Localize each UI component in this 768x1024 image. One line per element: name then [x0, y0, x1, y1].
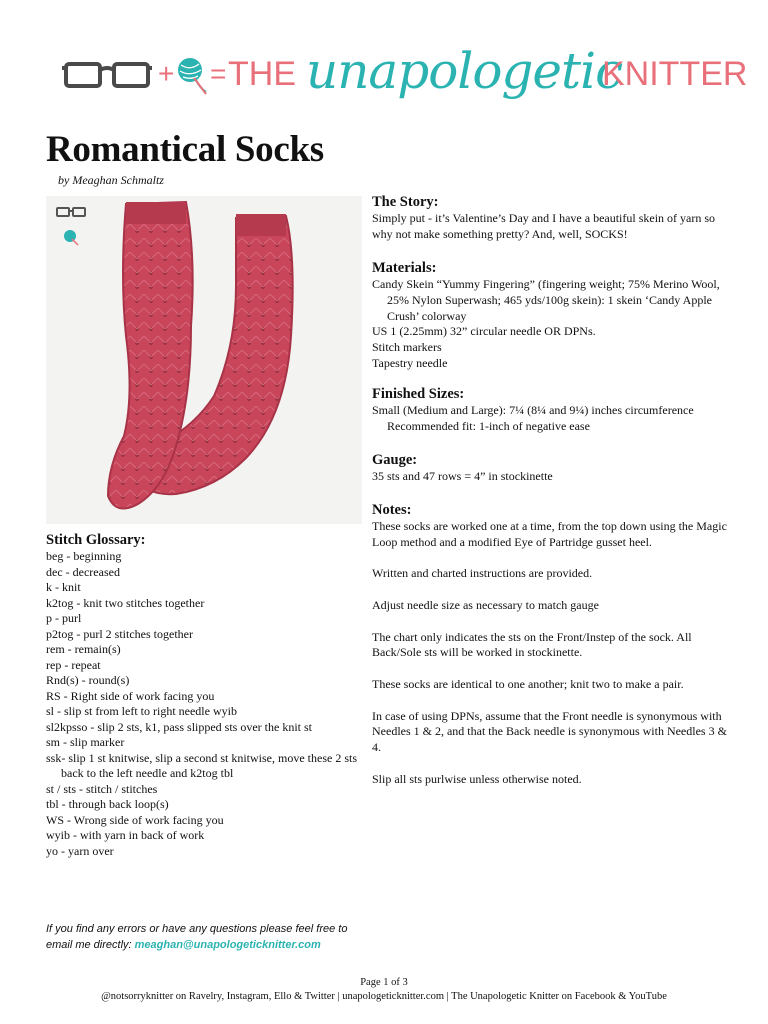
glossary-item: p2tog - purl 2 stitches together [46, 626, 193, 641]
contact-note [46, 921, 376, 953]
glossary-item: dec - decreased [46, 564, 120, 579]
glossary-item: k - knit [46, 580, 81, 594]
glossary-item: sm - slip marker [46, 735, 125, 749]
email-link[interactable]: meaghan@unapologeticknitter.com [134, 939, 321, 951]
sizes-fit: Recommended fit: 1-inch of negative ease [387, 418, 590, 433]
glossary-item: ssk- slip 1 st knitwise, slip a second st knitwise, move these 2 sts back to the left needle and k2tog tbl [46, 750, 357, 780]
materials-item: Stitch markers [372, 340, 442, 355]
logo-equals: = [210, 58, 227, 89]
socks-illustration [46, 196, 362, 524]
notes-paragraph: These socks are worked one at a time, from the top down using the Magic Loop method and a modified Eye of Partridge gusset heel. [372, 519, 727, 549]
story-heading: The Story: [372, 194, 439, 210]
sizes-section [372, 386, 732, 435]
materials-heading: Materials: [372, 260, 437, 276]
glossary-item: WS - Wrong side of work facing you [46, 812, 224, 827]
page-number: Page 1 of 3 [360, 977, 408, 988]
logo-knitter: KNITTER [602, 55, 748, 93]
page-footer [0, 976, 768, 1004]
byline: by Meaghan Schmaltz [58, 173, 164, 187]
notes-paragraph: In case of using DPNs, assume that the Front needle is synonymous with Needles 1 & 2, and that the Back needle is synonymous with Needles 3 & 4. [372, 708, 727, 755]
logo-unapologetic: unapologetic [306, 42, 623, 100]
contact-line: If you find any errors or have any questions please feel free to [46, 923, 348, 935]
mini-logo-icon [56, 206, 86, 246]
notes-paragraph: The chart only indicates the sts on the Front/Instep of the sock. All Back/Sole sts will be worked in stockinette. [372, 629, 692, 660]
glossary-item: tbl - through back loop(s) [46, 797, 169, 811]
glossary-item: sl2kpsso - slip 2 sts, k1, pass slipped sts over the knit st [46, 719, 313, 734]
glossary-item: wyib - with yarn in back of work [46, 828, 205, 842]
notes-paragraph: Adjust needle size as necessary to match gauge [372, 597, 599, 612]
sizes-line: Small (Medium and Large): 7¼ (8¼ and 9¼) inches circumference [372, 403, 694, 417]
glossary-item: Rnd(s) - round(s) [46, 673, 130, 687]
materials-item: Candy Skein “Yummy Fingering” (fingering weight; 75% Merino Wool, 25% Nylon Superwash; 465 yds/100g skein): 1 skein ‘Candy Apple Crush’ colorway [372, 277, 720, 323]
sizes-heading: Finished Sizes: [372, 386, 465, 402]
site-logo [62, 42, 748, 102]
materials-section [372, 260, 732, 372]
contact-line-2 [46, 937, 376, 953]
notes-paragraph: Written and charted instructions are provided. [372, 566, 593, 581]
gauge-heading: Gauge: [372, 452, 418, 468]
glossary-item: RS - Right side of work facing you [46, 688, 215, 703]
notes-paragraph: These socks are identical to one another; knit two to make a pair. [372, 676, 684, 691]
materials-item: Tapestry needle [372, 355, 448, 370]
social-links: @notsorryknitter on Ravelry, Instagram, Ello & Twitter | unapologeticknitter.com | The Unapologetic Knitter on Facebook & YouTube [101, 991, 667, 1002]
gauge-text: 35 sts and 47 rows = 4” in stockinette [372, 469, 553, 483]
glossary-item: beg - beginning [46, 549, 122, 563]
glossary-item: rep - repeat [46, 657, 101, 672]
glossary-item: k2tog - knit two stitches together [46, 595, 205, 610]
stitch-glossary [46, 532, 366, 859]
socks-photo [46, 196, 362, 524]
gauge-section [372, 452, 732, 485]
logo-plus: + [158, 58, 175, 89]
page-title: Romantical Socks [46, 129, 324, 170]
logo-the: THE [228, 55, 296, 93]
story-text: Simply put - it’s Valentine’s Day and I have a beautiful skein of yarn so why not make something pretty? And, well, SOCKS! [372, 211, 716, 241]
contact-prefix: email me directly: [46, 939, 132, 951]
glossary-heading: Stitch Glossary: [46, 532, 146, 548]
notes-heading: Notes: [372, 502, 412, 518]
notes-paragraph: Slip all sts purlwise unless otherwise noted. [372, 771, 582, 786]
glossary-item: sl - slip st from left to right needle wyib [46, 704, 237, 718]
yarn-ball-icon [176, 56, 208, 96]
glossary-item: rem - remain(s) [46, 642, 121, 656]
story-section [372, 194, 732, 243]
glossary-item: p - purl [46, 611, 82, 625]
glossary-item: yo - yarn over [46, 843, 114, 858]
glasses-icon [62, 60, 152, 90]
materials-item: US 1 (2.25mm) 32” circular needle OR DPNs. [372, 324, 596, 339]
notes-section [372, 502, 732, 788]
glossary-item: st / sts - stitch / stitches [46, 781, 158, 796]
